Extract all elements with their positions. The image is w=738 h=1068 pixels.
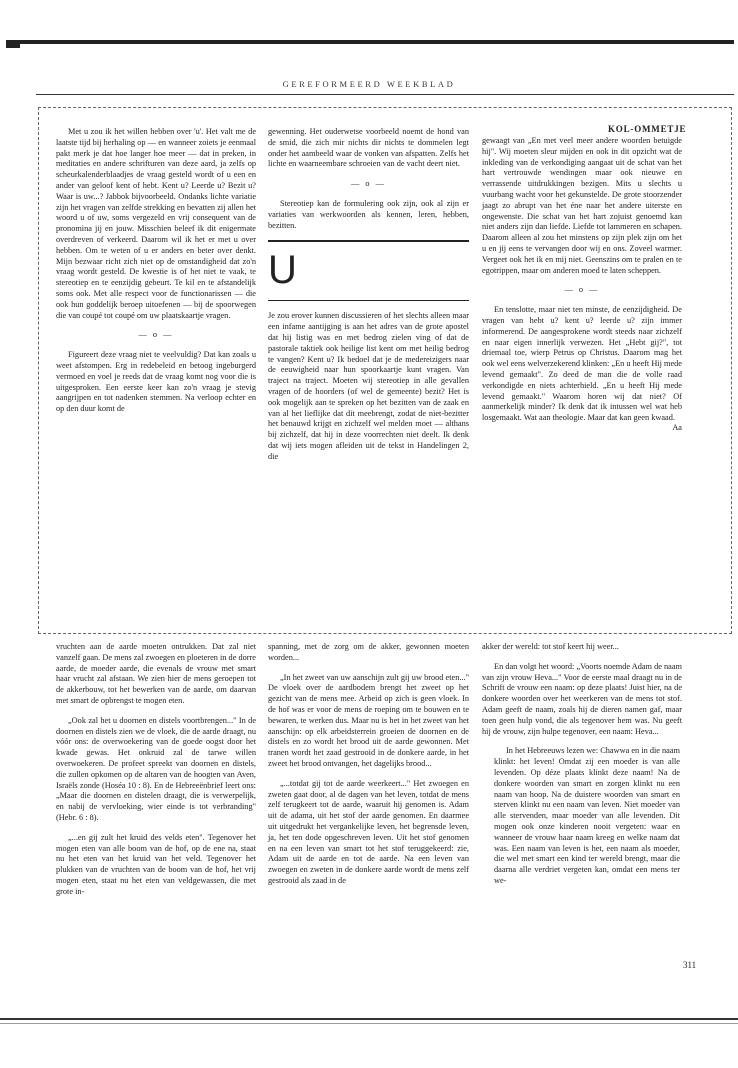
author-signature: Aa: [672, 422, 682, 432]
running-header: GEREFORMEERD WEEKBLAD: [282, 79, 456, 89]
paragraph: Je zou erover kunnen discussieren of het slechts alleen maar een infame aantijging is aan het adres van de grote apostel dat hij listig was en met bedrog zielen ving of dat de pastorale taktiek ook heilige list kent om met heilig bedrog te vangen? Kent u? Ik bedoel dat je de medereizigers naar de eeuwigheid naar hun spoorkaartje kunt vragen. Van traject na traject. Moeten wij stereotiep in alle gevallen vragen of de hoorders (of wel de gemeente) bezit? Het is ook mogelijk aan te spreken op het bezitten van de zaak en van al het lieflijke dat dit meebrengt, zodat de niet-bezitter het benauwd krijgt en zichzelf wel melden moet — althans bij zichzelf, dat hij in deze voorrechten niet deelt. Ik denk dat wij iets mogen afleiden uit de tekst in Handelingen 2, die: [268, 311, 469, 461]
lower-column-1: [56, 642, 256, 962]
header-rule: [36, 94, 734, 95]
lower-column-3: [482, 642, 682, 952]
box-column-2: [268, 127, 469, 627]
paragraph: En tenslotte, maar niet ten minste, de eenzijdigheid. De vragen van hebt u? kent u? leerde u? zijn immer informerend. De aangesprokene wordt steeds naar zichzelf en naar eigen innerlijk verwezen. Het „Hebt gij?", tot driemaal toe, wierp Petrus op Christus. Daarom mag het ook wel eens welverzekerend klinken: „En u heeft Hij mede levend gemaakt". Zo deed de man die de volle raad verkondigde en niets achterhield. „En u heeft Hij mede levend gemaakt." Waarom horen wij dat niet? Of aanmerkelijk minder? Ik denk dat ik intussen wel wat heb losgemaakt. Wat aan theologie. Maar dat kan geen kwaad.: [482, 305, 682, 423]
section-separator: — o —: [138, 330, 174, 340]
footer-rule-thin: [0, 1023, 738, 1024]
paragraph: gewaagt van „En met veel meer andere woorden betuigde hij". Wij moeten sleur mijden en ook in dit opzicht wat de inkleding van de verkondiging aangaat uit de schat van het hart vertrouwde wendingen maar ook nieuwe en verrassende uitdrukkingen bezigen. Mits u slechts u vuurbang wacht voor het gekunstelde. De grote stoorzender jaagt zo abrupt van het éne naar het andere uiterste en ongewenste. Die schat van het hart zojuist genoemd kan niet anders zijn dan liefde. Liefde tot lammeren en schapen. Daarom alleen al zou het minstens op zijn plek zijn om het u en jij eens te vervangen door wij en ons. Zoveel warmer. Vergeet ook het ik en mij niet. Geenszins om te pralen en te egotrippen, maar om anderen moed te laten scheppen.: [482, 136, 682, 275]
paragraph: „...totdat gij tot de aarde weerkeert..." Het zwoegen en zweten gaat door, al de dagen van het leven, totdat de mens zelf terugkeert tot de aarde, waaruit hij genomen is. Adam uit de adama, uit het stof der aarde genomen. En daarmee uit uitgedrukt het vergankelijke leven, het begrensde leven, ja, het ten dode opgeschreven leven. Uit het stof genomen en na een leven van smart tot het stof teruggekeerd: zie, Adam uit de aarde en tot de aarde. Na een leven van zwoegen en zweten in de donkere aarde wordt de mens zelf gestrooid als zaad in de: [268, 778, 469, 885]
paragraph: akker der wereld: tot stof keert hij weer...: [482, 642, 619, 651]
section-separator: — o —: [564, 285, 600, 295]
paragraph: Met u zou ik het willen hebben over 'u'. Het valt me de laatste tijd bij herhaling op — en wanneer zoiets je eenmaal pakt merk je dat hoe langer hoe meer — dat in preken, in meditaties en andere schrifturen van deze aard, ja zelfs op scheurkalenderblaadjes de vraag gesteld wordt of u een en ander van geloof kent of hebt. Kent u? Leerde u? Bezit u? Waar is uw...? Jabbok bijvoorbeeld. Ondanks lichte variatie zijn het vragen van zelfde strekking en bevatten zij allen het woord u of uw, soms vergezeld en vrij consequent van de pronomina jij en jouw. Misschien beleef ik dit enigermate overdreven of verkeerd. Daarom wil ik het er met u over hebben. Om te weten of u er anders en beter over denkt. Mijn bezwaar richt zich niet op de omstandigheid dat zo'n vraag wordt gesteld. De kwestie is of het niet te vaak, te stereotiep en te eenzijdig gebeurt. Te kil en te afstandelijk soms ook. Met alle respect voor de functionarissen — die ook hun goddelijk beroep uitoefenen — bij de spoorwegen die van coupé tot coupé om uw plaatskaartje vragen.: [56, 127, 256, 320]
page-number: 311: [683, 960, 697, 970]
top-rule: [6, 40, 734, 44]
paragraph: En dan volgt het woord: „Voorts noemde Adam de naam van zijn vrouw Heva..." Voor de eerste maal draagt nu in de Schrift de vrouw een naam: op deze plaats! Juist hier, na de donkere woorden over het weerkeren van de mens tot stof. Adam geeft de naam, zoals hij de dieren namen gaf, maar toen geen hulp vond, die als tegenover hem was. Nu geeft hij de vrouw, zijn hulpe tegenover, een naam: Heva...: [482, 661, 682, 736]
box-column-3: [482, 136, 682, 628]
paragraph: gewenning. Het ouderwetse voorbeeld noemt de hond van de smid, die zich mir nichts dir nichts te dommelen legt onder het aambeeld waar de vonken van afspatten. Zelfs het lichte en waarneembare schroeien van de vacht deert niet.: [268, 127, 469, 169]
paragraph: spanning, met de zorg om de akker, gewonnen moeten worden...: [268, 642, 469, 662]
paragraph: Figureert deze vraag niet te veelvuldig? Dat kan zoals u weet afstompen. Erg in redebeleid en betoog ingeburgerd vermoed en voel je reeds dat de vraag komt nog voor die is uitgesproken. Een eerste keer kan zo'n vraag je stevig aangrijpen en tot nadenken stemmen. Na verloop echter en op den duur komt de: [56, 350, 256, 414]
top-rule-tab: [6, 41, 20, 48]
paragraph: vruchten aan de aarde moeten ontrukken. Dat zal niet vanzelf gaan. De mens zal zwoegen en ploeteren in de dorre aarde, de moeder aarde, die evenals de vrouw met smart haar vrucht zal afstaan. We zien hier de mens geroepen tot de akkerbouw, tot het bewerken van de aarde, om daarvan met smart de opbrengst te mogen eten.: [56, 642, 256, 705]
paragraph: Stereotiep kan de formulering ook zijn, ook al zijn er variaties van werkwoorden als kennen, leren, hebben, bezitten.: [268, 198, 469, 230]
quoted-paragraph: In het Hebreeuws lezen we: Chawwa en in die naam klinkt: het leven! Omdat zij een moeder is van alle levenden. Op déze plaats klinkt deze naam! Na de donkere woorden van smart en zorgen klinkt nu een naam van hoop. Na de duistere woorden van smart en sterven klinkt nu een naam van leven. Niet moeder van alle stervenden, maar moeder van alle levenden. Dit mogen ook onze kinderen nooit vergeten: waar en wanneer de vrouw haar naam kreeg en welke naam dat was. Een naam van leven is het, een naam als moeder, die wel met smart een kind ter wereld brengt, maar die daarna alle verdriet vergeten kan, omdat een mens ter we-: [494, 746, 680, 885]
paragraph: „Ook zal het u doornen en distels voortbrengen..." In de doornen en distels zien we de vloek, die de aarde draagt, nu vóór ons: de overwoekering van de goede oogst door het kwade gewas. Het onkruid zal de tarwe willen overwoekeren. De profeet spreekt van doornen en distels, die zullen opkomen op de altaren van de hoogten van Aven, Israëls zonde (Hoséa 10 : 8). En de Hebreeënbrief leert ons: „Maar die doornen en distelen draagt, die is verwerpelijk, en nabij de vervloeking, wier einde is tot verbranding" (Hebr. 6 : 8).: [56, 715, 256, 822]
section-separator: — o —: [351, 179, 386, 189]
paragraph: „...en gij zult het kruid des velds eten". Tegenover het mogen eten van alle boom van de hof, op de ene na, staat nu het eten van het kruid van het veld. Tegenover het plukken van de vruchten van de boom van de hof, het vrij mogen eten, staat nu het eten van veldgewassen, die met grote in-: [56, 832, 256, 896]
footer-rule: [0, 1018, 738, 1020]
lower-column-2: [268, 642, 469, 962]
paragraph: „In het zweet van uw aanschijn zult gij uw brood eten..." De vloek over de aardbodem brengt het zweet op het gezicht van de mens mee. Arbeid op zich is geen vloek. In de hof was er voor de mens de roeping om te bouwen en te bewaren, te werken dus. Maar nu is het in het zweet van het aanschijn: op elk arbeidsterrein groeien de doornen en de distels en zo wordt het brood uit de aarde gewonnen. Met tranen wordt het zaad gestrooid in de donkere aarde, in het zweet het brood ontvangen, het dagelijks brood...: [268, 672, 469, 768]
decorative-letter: U: [268, 248, 297, 293]
box-column-1: [56, 127, 256, 627]
decorative-letter-box: [268, 240, 469, 301]
section-title: KOL-OMMETJE: [608, 124, 687, 134]
